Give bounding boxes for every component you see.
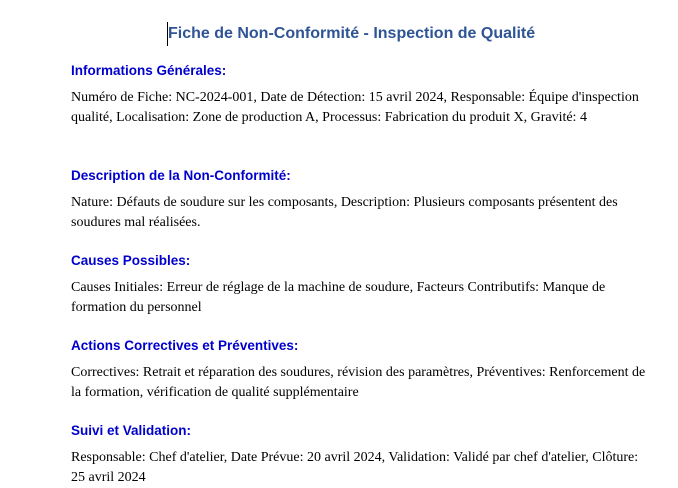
section-heading-actions[interactable]: Actions Correctives et Préventives:	[71, 338, 299, 353]
section-heading-general-info[interactable]: Informations Générales:	[71, 63, 227, 78]
section-text-general-info[interactable]: Numéro de Fiche: NC-2024-001, Date de Détection: 15 avril 2024, Responsable: Équipe d'inspection qualité, Localisation: Zone de production A, Processus: Fabrication du produit X, Gravité: 4	[71, 90, 639, 125]
section-heading-causes[interactable]: Causes Possibles:	[71, 253, 191, 268]
section-text-causes[interactable]: Causes Initiales: Erreur de réglage de la machine de soudure, Facteurs Contributifs: Manque de formation du personnel	[71, 280, 606, 315]
section-text-description[interactable]: Nature: Défauts de soudure sur les composants, Description: Plusieurs composants présentent des soudures mal réalisées.	[71, 195, 618, 230]
section-text-actions[interactable]: Correctives: Retrait et réparation des soudures, révision des paramètres, Préventives: Renforcement de la formation, vérification de qualité supplémentaire	[71, 365, 646, 400]
section-heading-follow-up[interactable]: Suivi et Validation:	[71, 423, 192, 438]
section-heading-description[interactable]: Description de la Non-Conformité:	[71, 168, 291, 183]
section-text-follow-up[interactable]: Responsable: Chef d'atelier, Date Prévue: 20 avril 2024, Validation: Validé par chef d'atelier, Clôture: 25 avril 2024	[71, 450, 639, 485]
document-title[interactable]: Fiche de Non-Conformité - Inspection de Qualité	[168, 25, 536, 42]
